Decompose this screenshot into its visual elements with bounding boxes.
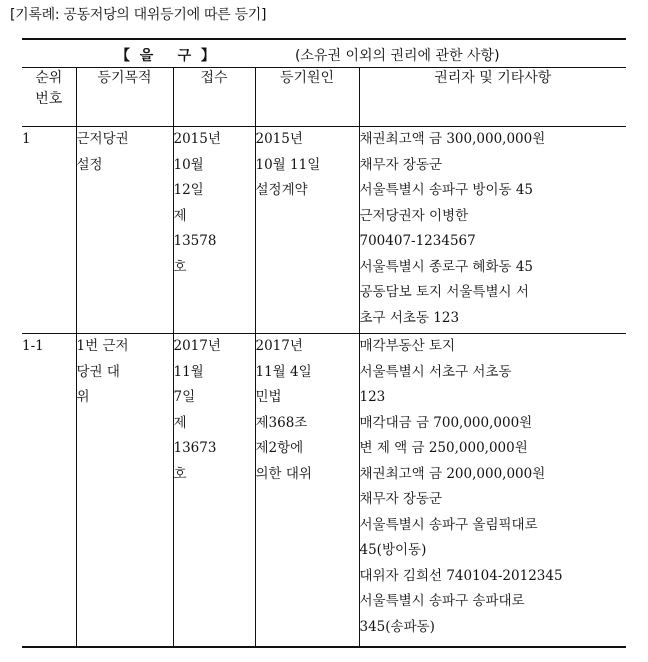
cell-line: 변 제 액 금 250,000,000원 xyxy=(359,440,528,456)
eul-gu-register-table xyxy=(22,38,626,648)
cell-line: 당권 대 xyxy=(76,363,120,380)
cell-line: 의한 대위 xyxy=(255,465,312,482)
cell-line: 서울특별시 서초구 서초동 xyxy=(359,363,512,380)
cell-line: 초구 서초동 123 xyxy=(359,309,460,326)
rights-cell xyxy=(359,127,626,334)
cell-line: 7일 xyxy=(173,389,196,405)
purpose-cell xyxy=(76,127,173,334)
table-row xyxy=(22,127,626,334)
cell-line: 12일 xyxy=(173,182,204,198)
cell-line: 채무자 장동군 xyxy=(359,156,443,173)
col-header-purpose: 등기목적 xyxy=(76,68,173,127)
section-subtitle: (소유권 이외의 권리에 관한 사항) xyxy=(295,48,500,64)
cell-line: 1번 근저 xyxy=(76,338,129,354)
table-row xyxy=(22,334,626,648)
cell-line: 매각부동산 토지 xyxy=(359,338,456,354)
cell-line: 설정 xyxy=(76,156,103,173)
cell-line: 채권최고액 금 200,000,000원 xyxy=(359,465,546,482)
cell-line: 대위자 김희선 740104-2012345 xyxy=(359,567,563,584)
cell-line: 2017년 xyxy=(173,338,221,354)
cell-line: 2015년 xyxy=(255,131,303,147)
cell-line: 11월 4일 xyxy=(255,363,312,380)
cell-line: 13673 xyxy=(173,440,217,456)
cell-line: 제 xyxy=(173,414,187,431)
section-title: 【 을 구 】 xyxy=(116,48,215,64)
received-cell xyxy=(173,127,255,334)
cell-line: 13578 xyxy=(173,233,217,249)
cell-line: 근저당권 xyxy=(76,131,129,147)
cell-line: 10월 xyxy=(173,156,204,173)
cause-cell xyxy=(255,334,359,648)
cell-line: 호 xyxy=(173,258,187,275)
cell-line: 700407-1234567 xyxy=(359,233,476,249)
cell-line: 123 xyxy=(359,389,386,405)
cell-line: 제2항에 xyxy=(255,440,304,456)
cause-cell xyxy=(255,127,359,334)
cell-line: 345(송파동) xyxy=(359,618,435,635)
column-header-row xyxy=(22,68,626,127)
document-caption: [기록례: 공동저당의 대위등기에 따른 등기] xyxy=(10,7,267,23)
section-header xyxy=(22,39,626,68)
cell-line: 채권최고액 금 300,000,000원 xyxy=(359,131,546,147)
cell-line: 2015년 xyxy=(173,131,221,147)
cell-line: 위 xyxy=(76,389,90,405)
cell-line: 호 xyxy=(173,465,187,482)
cell-line: 근저당권자 이병한 xyxy=(359,207,469,224)
cell-line: 공동담보 토지 서울특별시 서 xyxy=(359,284,529,300)
cell-line: 채무자 장동군 xyxy=(359,491,443,507)
cell-line: 서울특별시 송파구 올림픽대로 xyxy=(359,516,538,533)
cell-line: 45(방이동) xyxy=(359,542,427,558)
cell-line: 민법 xyxy=(255,389,282,405)
cell-line: 서울특별시 송파구 송파대로 xyxy=(359,593,525,609)
cell-line: 설정계약 xyxy=(255,182,308,198)
seq-cell xyxy=(22,334,76,648)
cell-line: 11월 xyxy=(173,363,204,380)
cell-line: 서울특별시 종로구 혜화동 45 xyxy=(359,258,534,275)
col-header-cause: 등기원인 xyxy=(255,68,359,127)
rights-cell xyxy=(359,334,626,648)
received-cell xyxy=(173,334,255,648)
col-header-rights: 권리자 및 기타사항 xyxy=(359,68,626,127)
cell-line: 10월 11일 xyxy=(255,156,321,173)
cell-line: 서울특별시 송파구 방이동 45 xyxy=(359,182,534,198)
purpose-cell xyxy=(76,334,173,648)
col-header-received: 접수 xyxy=(173,68,255,127)
cell-line: 매각대금 금 700,000,000원 xyxy=(359,414,533,431)
cell-line: 제 xyxy=(173,207,187,224)
cell-line: 제368조 xyxy=(255,414,308,431)
col-header-seq: 순위 번호 xyxy=(22,68,76,127)
cell-line: 1 xyxy=(22,131,31,147)
cell-line: 1-1 xyxy=(22,338,44,354)
cell-line: 2017년 xyxy=(255,338,303,354)
seq-cell xyxy=(22,127,76,334)
